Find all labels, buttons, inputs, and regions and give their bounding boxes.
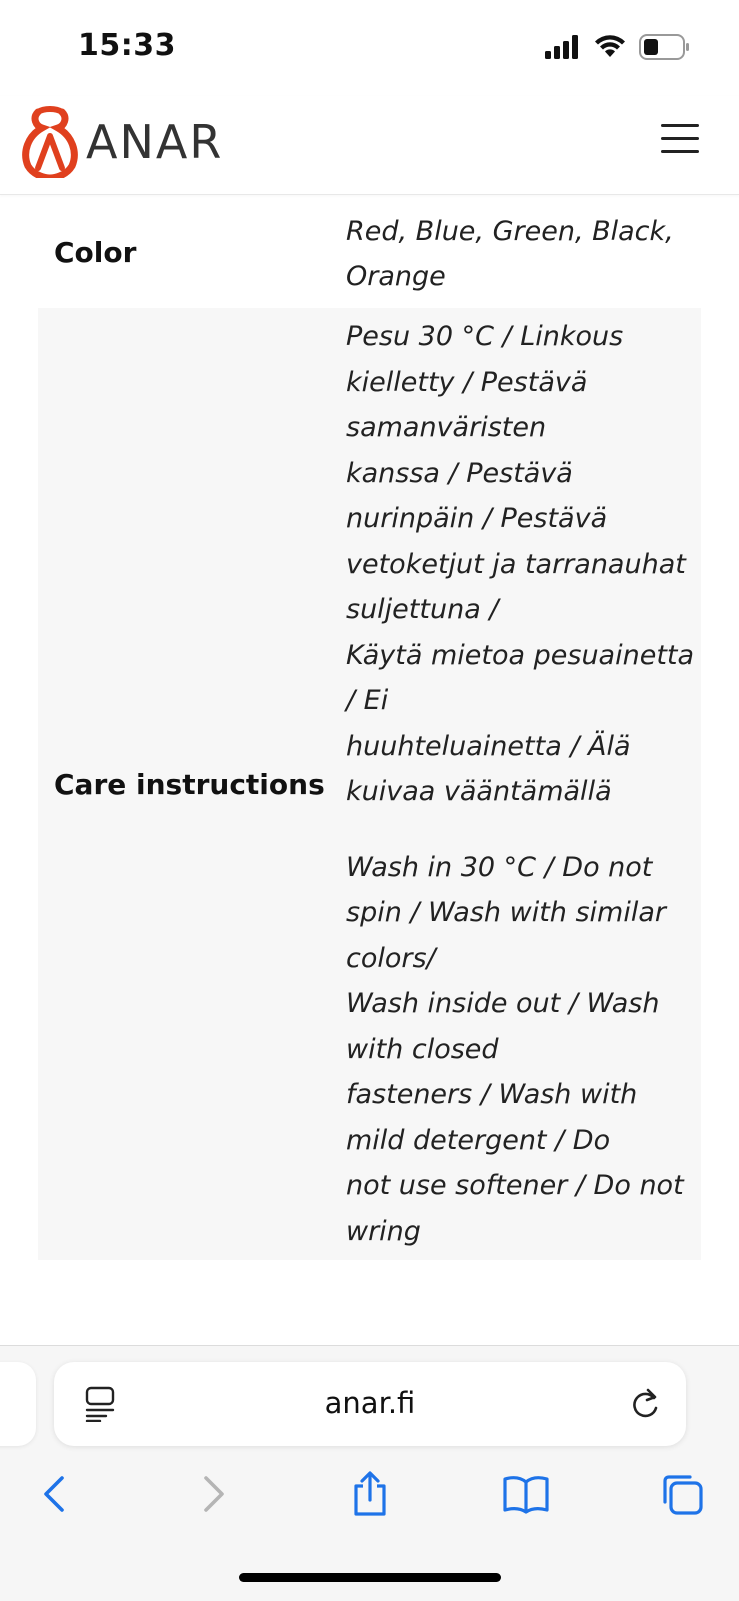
spec-label-color: Color: [54, 235, 137, 269]
logo-text: ANAR: [86, 115, 224, 169]
tabs-button[interactable]: [652, 1464, 712, 1524]
menu-icon-bar: [661, 124, 699, 127]
value-line: Wash inside out / Wash: [346, 988, 660, 1019]
browser-toolbar: [0, 1464, 739, 1528]
value-line: colors/: [346, 942, 436, 974]
battery-icon: [639, 34, 691, 60]
chevron-right-icon: [200, 1474, 228, 1514]
value-line: with closed: [346, 1033, 499, 1065]
status-icons: [545, 34, 691, 60]
menu-icon-bar: [661, 150, 699, 153]
forward-button[interactable]: [184, 1464, 244, 1524]
value-line: kielletty / Pestävä: [346, 366, 588, 398]
logo[interactable]: [18, 106, 223, 178]
previous-tab-preview[interactable]: [0, 1362, 36, 1446]
menu-icon-bar: [661, 137, 699, 140]
value-line: / Ei: [346, 685, 389, 716]
value-line: kanssa / Pestävä: [346, 457, 573, 489]
bookmarks-button[interactable]: [496, 1464, 556, 1524]
anar-logo-icon: [18, 106, 82, 178]
spec-value-color: [346, 205, 701, 300]
address-text[interactable]: anar.fi: [324, 1386, 416, 1420]
hamburger-menu-button[interactable]: [661, 124, 699, 158]
value-line: not use softener / Do not: [346, 1170, 684, 1201]
site-header: [0, 96, 739, 195]
browser-bottom-bar: [0, 1345, 739, 1601]
care-instructions-english: [346, 845, 697, 1255]
share-icon: [350, 1470, 390, 1518]
value-line: wring: [346, 1215, 421, 1247]
spec-label-care-instructions: Care instructions: [54, 767, 325, 801]
cellular-signal-icon: [545, 35, 581, 59]
value-line: kuivaa vääntämällä: [346, 776, 612, 807]
value-line: spin / Wash with similar: [346, 897, 666, 928]
address-bar[interactable]: [54, 1362, 686, 1446]
value-line: fasteners / Wash with: [346, 1079, 638, 1110]
home-indicator: [239, 1573, 501, 1582]
care-instructions-finnish: [346, 314, 697, 815]
value-line: samanväristen: [346, 412, 547, 443]
spec-row-care-instructions: [38, 308, 701, 1260]
spec-row-color: [38, 196, 701, 308]
value-line: suljettuna /: [346, 594, 499, 625]
spec-value-care-instructions: [346, 314, 701, 1254]
value-line: nurinpäin / Pestävä: [346, 503, 608, 534]
value-line: Wash in 30 °C / Do not: [346, 851, 653, 883]
wifi-icon: [593, 35, 627, 59]
value-line: Käytä mietoa pesuainetta: [346, 639, 695, 671]
value-line: huuhteluainetta / Älä: [346, 730, 631, 762]
value-line: Pesu 30 °C / Linkous: [346, 321, 624, 352]
chevron-left-icon: [40, 1474, 68, 1514]
reload-icon[interactable]: [628, 1386, 662, 1422]
book-icon: [502, 1474, 550, 1514]
product-specs-table: [38, 196, 701, 1260]
value-line: Orange: [346, 261, 446, 292]
share-button[interactable]: [340, 1464, 400, 1524]
tabs-icon: [660, 1472, 704, 1516]
value-line: vetoketjut ja tarranauhat: [346, 548, 686, 580]
status-bar: [0, 0, 739, 96]
value-line: mild detergent / Do: [346, 1124, 611, 1156]
back-button[interactable]: [24, 1464, 84, 1524]
value-line: Red, Blue, Green, Black,: [346, 215, 674, 247]
status-time: 15:33: [78, 28, 176, 63]
